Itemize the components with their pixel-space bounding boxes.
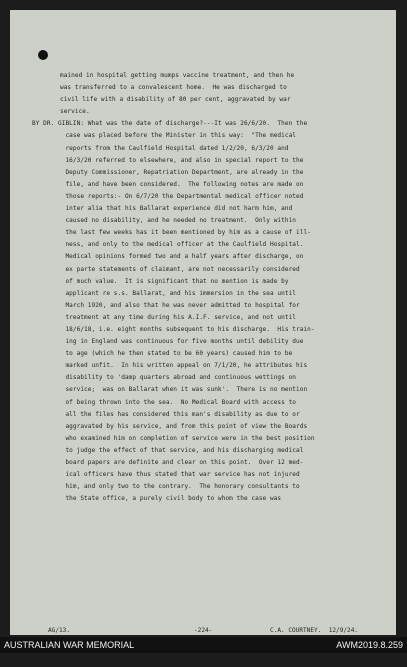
footer-signature: C.A. COURTNEY. 12/9/24.	[270, 627, 359, 634]
text-line: caused no disability, and he needed no treatment. Only within	[32, 217, 297, 225]
text-line: ness, and only to the medical officer at the Caulfield Hospital.	[32, 241, 304, 249]
archive-name: AUSTRALIAN WAR MEMORIAL	[4, 640, 135, 650]
text-line: 16/3/20 referred to elsewhere, and also in special report to the	[32, 156, 304, 164]
text-line: marked unfit. In his written appeal on 7/1/20, he attributes his	[32, 362, 308, 370]
text-line: who examined him on completion of service were in the best position	[32, 434, 315, 442]
footer-page-number: -224-	[194, 627, 213, 634]
text-line: to age (which he then stated to be 60 years) caused him to be	[32, 350, 293, 358]
text-line: the last few weeks has it been mentioned by him as a cause of ill-	[32, 229, 311, 237]
text-line: ing in England was continuous for five months until debility due	[32, 338, 304, 346]
text-line: of being thrown into the sea. No Medical Board with access to	[32, 398, 297, 406]
text-line: board papers are definite and clear on this point. Over 12 med-	[32, 459, 304, 466]
text-line: file, and have been considered. The following notes are made on	[32, 180, 304, 188]
text-line: service; was on Ballarat when it was sunk'. There is no mention	[32, 386, 308, 394]
text-line: case was placed before the Minister in this way: "The medical	[32, 132, 297, 140]
text-line: BY DR. GIBLIN: What was the date of discharge?---It was 26/6/20. Then the	[32, 120, 308, 128]
text-line: disability to 'damp quarters abroad and continuous wettings on	[32, 374, 297, 382]
text-line: ex parte statements of claimant, are not necessarily considered	[32, 265, 300, 273]
text-line: mained in hospital getting mumps vaccine treatment, and then he	[60, 72, 295, 79]
text-line: all the files has considered this man's disability as due to or	[32, 410, 300, 418]
text-line: Medical opinions formed two and a half years after discharge, on	[32, 253, 304, 261]
footer-reference: AG/13.	[48, 627, 71, 634]
text-line: was transferred to a convalescent home. He was discharged to	[60, 84, 287, 92]
archive-caption-bar	[0, 637, 407, 653]
typed-text-body	[32, 70, 380, 505]
text-line: service.	[60, 108, 90, 116]
text-line: inter alia that his Ballarat experience did not harm him, and	[32, 205, 293, 213]
archive-id: AWM2019.8.259	[336, 640, 403, 650]
document-page	[10, 10, 396, 635]
punch-hole	[38, 50, 48, 60]
text-line: the State office, a purely civil body to whom the case was	[32, 495, 282, 503]
text-line: reports from the Caulfield Hospital dated 1/2/20, 6/3/20 and	[32, 144, 289, 152]
text-line: treatment at any time during his A.I.F. service, and not until	[32, 313, 297, 321]
text-line: those reports:- On 6/7/20 the Departmental medical officer noted	[32, 192, 304, 200]
text-line: 18/6/18, i.e. eight months subsequent to his discharge. His train-	[32, 325, 315, 333]
text-line: him, and only two to the contrary. The honorary consultants to	[32, 483, 300, 491]
text-line: aggravated by his service, and from this point of view the Boards	[32, 422, 308, 430]
text-line: civil life with a disability of 80 per cent, aggravated by war	[60, 96, 291, 104]
text-line: of much value. It is significant that no mention is made by	[32, 277, 289, 285]
text-line: ical officers have thus stated that war service has not injured	[32, 471, 300, 479]
text-line: to judge the effect of that service, and his discharging medical	[32, 446, 304, 454]
text-line: March 1920, and also that he was never admitted to hospital for	[32, 301, 300, 309]
text-line: Deputy Commissioner, Repatriation Department, are already in the	[32, 168, 304, 176]
text-line: applicant re s.s. Ballarat, and his immersion in the sea until	[32, 289, 297, 297]
